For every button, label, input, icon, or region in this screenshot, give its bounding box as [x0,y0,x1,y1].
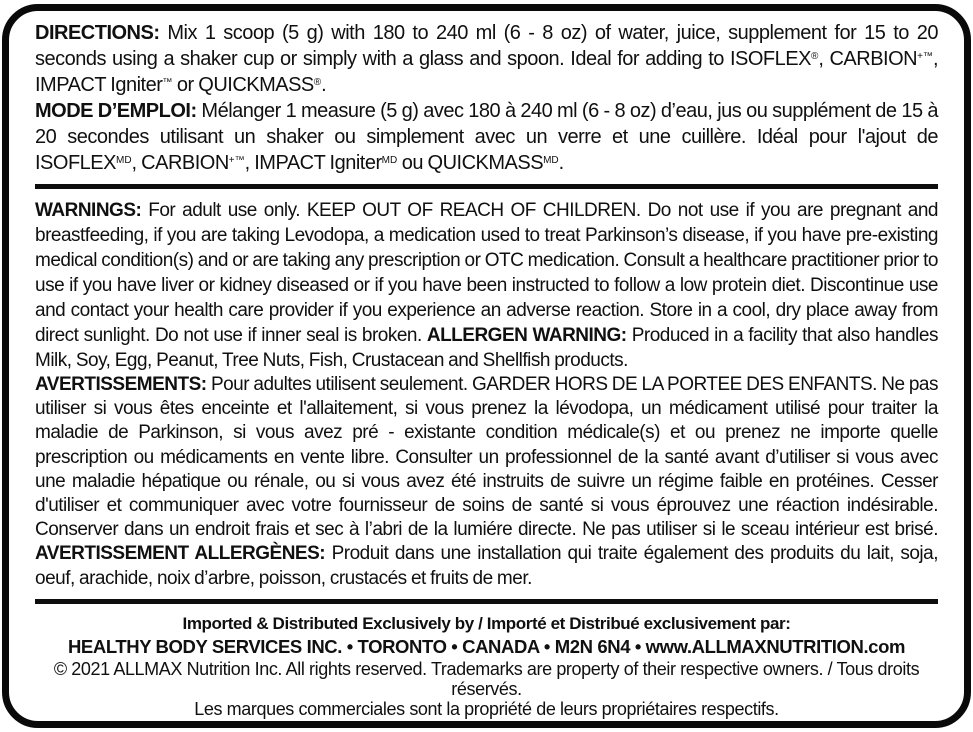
avertissements-paragraph: AVERTISSEMENTS: Pour adultes utilisent seulement. GARDER HORS DE LA PORTEE DES ENFANTS. Ne pas utiliser si vous êtes enceinte et l'allaitement, si vous prenez la lévodopa, un médicament utilisé pour traiter la maladie de Parkinson, si vous avez pré - existante condition médicale(s) et ou prenez ne importe quelle prescription ou médicaments en vente libre. Consulter un professionnel de la santé avant d’utiliser si vous avec une maladie hépatique ou rénale, ou si vous avez été instruits de suivre un régime faible en protéines. Cesser d'utiliser et communiquer avec votre fournisseur de soins de santé si vous éprouvez une réaction indésirable. Conserver dans un endroit frais et sec à l’abri de la lumiére directe. Ne pas utiliser si le sceau intérieur est brisé. AVERTISSEMENT ALLERGÈNES: Produit dans une installation qui traite également des produits du lait, soja, oeuf, arachide, noix d’arbre, poisson, crustacés et fruits de mer. [35,374,938,589]
imported-distributed-line: Imported & Distributed Exclusively by / Importé et Distribué exclusivement par: [182,613,791,633]
distributor-line: HEALTHY BODY SERVICES INC. • TORONTO • CANADA • M2N 6N4 • www.ALLMAXNUTRITION.com [67,635,906,657]
divider-bottom [35,599,938,604]
warnings-section [35,198,938,591]
distribution-footer [35,613,938,719]
directions-section [35,20,938,176]
mode-demploi-paragraph: MODE D’EMPLOI: Mélanger 1 measure (5 g) avec 180 à 240 ml (6 - 8 oz) d’eau, jus ou supplément de 15 à 20 secondes utilisant un shaker ou simplement avec un verre et une cuillère. Idéal pour l'ajout de $ISOFLEX^{MD}$, CARBION+™, IMPACT Igniter$^{MD}$ ou $QUICKMASS^{MD}$. [35,100,938,174]
directions-paragraph: DIRECTIONS: Mix 1 scoop (5 g) with 180 to 240 ml (6 - 8 oz) of water, juice, supplement for 15 to 20 seconds using a shaker cup or simply with a glass and spoon. Ideal for adding to ISOFLEX®, CARBION+™, IMPACT Igniter™ or QUICKMASS®. [35,22,938,96]
label-border-panel [2,4,971,728]
copyright-line-2: Les marques commerciales sont la propriété de leurs propriétaires respectifs. [194,698,779,719]
warnings-paragraph: WARNINGS: For adult use only. KEEP OUT OF REACH OF CHILDREN. Do not use if you are pregnant and breastfeeding, if you are taking Levodopa, a medication used to treat Parkinson’s disease, if you have pre-existing medical condition(s) and or are taking any prescription or OTC medication. Consult a healthcare practitioner prior to use if you have liver or kidney diseased or if you have been instructed to follow a low protein diet. Discontinue use and contact your health care provider if you experience an adverse reaction. Store in a cool, dry place away from direct sunlight. Do not use if inner seal is broken. ALLERGEN WARNING: Produced in a facility that also handles Milk, Soy, Egg, Peanut, Tree Nuts, Fish, Crustacean and Shellfish products. [35,200,938,371]
copyright-line-1: © 2021 ALLMAX Nutrition Inc. All rights reserved. Trademarks are property of their respective owners. / Tous droits réservés. [53,658,920,699]
divider-top [35,184,938,189]
